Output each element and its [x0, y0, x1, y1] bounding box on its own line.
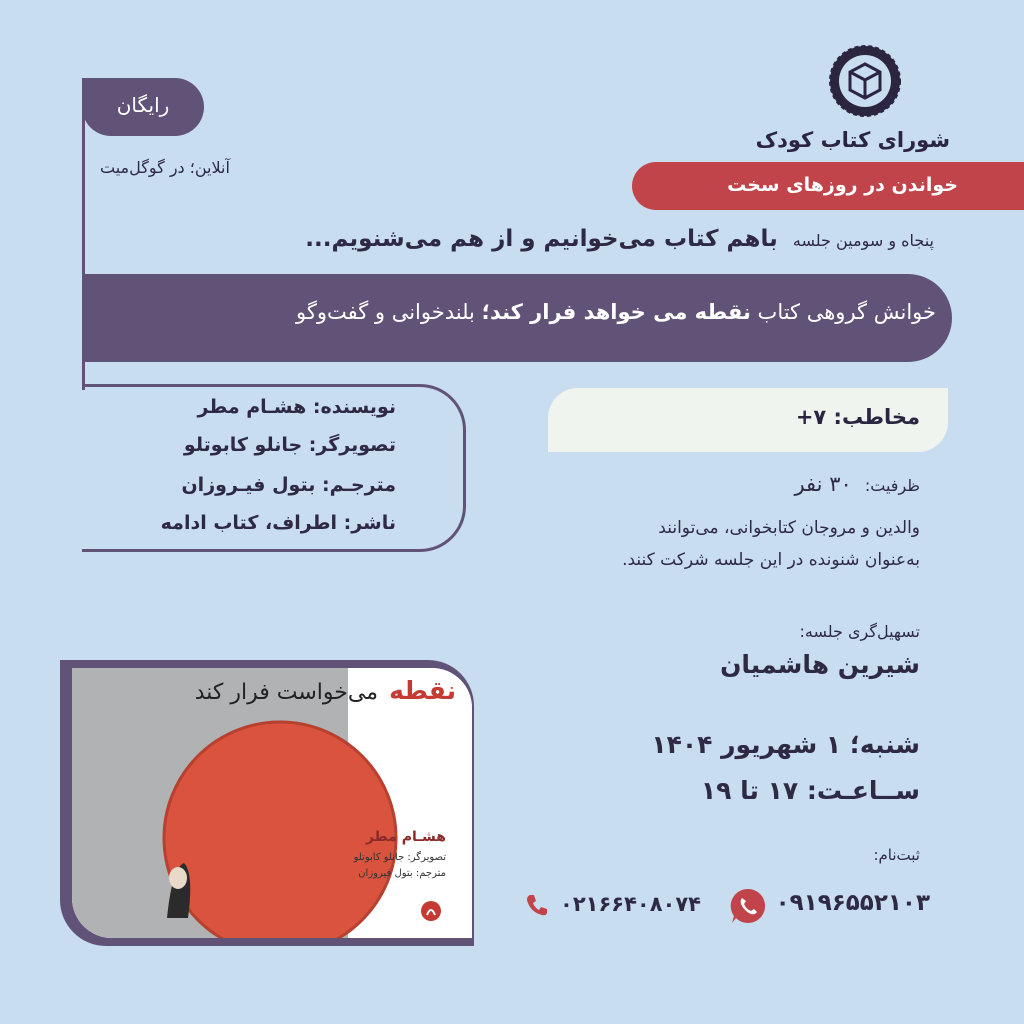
- online-location: آنلاین؛ در گوگل‌میت: [100, 158, 230, 177]
- capacity-value: ۳۰ نفر: [794, 472, 852, 496]
- cube-seal-icon: [828, 44, 902, 118]
- facilitator-name: شیرین هاشمیان: [720, 650, 920, 679]
- session-headline: [305, 226, 934, 252]
- capacity-label: ظرفیت:: [864, 476, 920, 495]
- note-line-1: والدین و مروجان کتابخوانی، می‌توانند: [658, 518, 920, 538]
- cover-author: هشـام مطر: [365, 829, 446, 845]
- session-number: پنجاه و سومین جلسه: [792, 231, 934, 250]
- phone-icon[interactable]: [524, 892, 550, 918]
- credit-illustrator: تصویرگر: جانلو کابوتلو: [183, 434, 396, 456]
- banner-book-title: نقطه می خواهد فرار کند؛: [481, 300, 751, 324]
- cover-title-rest: می‌خواست فرار کند: [194, 680, 378, 705]
- landline-number[interactable]: ۰۲۱۶۶۴۰۸۰۷۴: [560, 892, 701, 916]
- cover-translator: مترجم: بتول فیروزان: [358, 868, 446, 879]
- cover-illustrator: تصویرگر: جانلو کابوتلو: [353, 852, 446, 863]
- book-cover-illustration: [72, 668, 472, 938]
- banner-suffix: بلندخوانی و گفت‌وگو: [295, 300, 475, 324]
- whatsapp-icon[interactable]: [728, 886, 768, 926]
- session-slogan: باهم کتاب می‌خوانیم و از هم می‌شنویم...: [305, 226, 778, 252]
- event-time: ســاعـت: ۱۷ تا ۱۹: [700, 776, 920, 805]
- ribbon-title: خواندن در روزهای سخت: [727, 174, 958, 196]
- publisher-logo-icon: [420, 900, 442, 922]
- banner-prefix: خوانش گروهی کتاب: [757, 300, 936, 324]
- credit-author: نویسنده: هشـام مطر: [197, 396, 396, 418]
- organization-name: شورای کتاب کودک: [755, 128, 950, 152]
- event-date: شنبه؛ ۱ شهریور ۱۴۰۴: [651, 730, 920, 759]
- mobile-number[interactable]: ۰۹۱۹۶۵۵۲۱۰۳: [775, 890, 930, 916]
- capacity: [794, 472, 920, 496]
- registration-label: ثبت‌نام:: [873, 846, 920, 864]
- free-badge-label: رایگان: [116, 93, 170, 117]
- cover-title-red: نقطه: [389, 676, 456, 705]
- note-line-2: به‌عنوان شنونده در این جلسه شرکت کنند.: [622, 550, 920, 570]
- audience-age: مخاطب: ۷+: [795, 405, 920, 429]
- book-cover: [72, 668, 472, 938]
- credit-translator: مترجـم: بتول فیـروزان: [181, 474, 396, 496]
- facilitator-label: تسهیل‌گری جلسه:: [799, 622, 920, 641]
- book-banner-text: [296, 300, 936, 324]
- credit-publisher: ناشر: اطراف، کتاب ادامه: [160, 512, 396, 534]
- cover-title: [126, 676, 456, 705]
